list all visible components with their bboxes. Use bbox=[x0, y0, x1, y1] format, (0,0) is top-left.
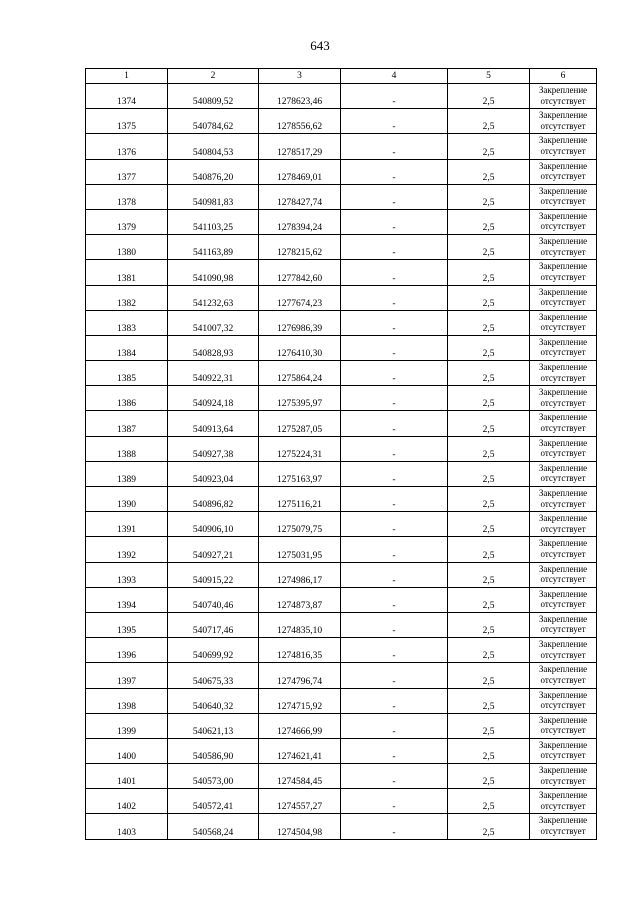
table-row bbox=[86, 436, 597, 461]
table-row bbox=[86, 184, 597, 209]
column-5-cell: 2,5 bbox=[448, 411, 530, 436]
column-4-cell: - bbox=[341, 310, 448, 335]
table-row bbox=[86, 285, 597, 310]
column-4-cell: - bbox=[341, 587, 448, 612]
y-coordinate-cell: 1277842,60 bbox=[259, 260, 341, 285]
x-coordinate-cell: 540699,92 bbox=[168, 638, 259, 663]
column-4-cell: - bbox=[341, 285, 448, 310]
x-coordinate-cell: 540981,83 bbox=[168, 184, 259, 209]
x-coordinate-cell: 540804,53 bbox=[168, 134, 259, 159]
column-5-cell: 2,5 bbox=[448, 814, 530, 839]
column-4-cell: - bbox=[341, 436, 448, 461]
x-coordinate-cell: 540924,18 bbox=[168, 386, 259, 411]
fixing-status-cell: Закрепление отсутствует bbox=[530, 688, 597, 713]
column-5-cell: 2,5 bbox=[448, 159, 530, 184]
table-row bbox=[86, 612, 597, 637]
column-header-5: 5 bbox=[448, 69, 530, 84]
fixing-status-cell: Закрепление отсутствует bbox=[530, 335, 597, 360]
column-4-cell: - bbox=[341, 235, 448, 260]
x-coordinate-cell: 541090,98 bbox=[168, 260, 259, 285]
column-4-cell: - bbox=[341, 134, 448, 159]
x-coordinate-cell: 540640,32 bbox=[168, 688, 259, 713]
column-header-3: 3 bbox=[259, 69, 341, 84]
point-number-cell: 1388 bbox=[86, 436, 168, 461]
column-4-cell: - bbox=[341, 512, 448, 537]
fixing-status-cell: Закрепление отсутствует bbox=[530, 159, 597, 184]
fixing-status-cell: Закрепление отсутствует bbox=[530, 386, 597, 411]
point-number-cell: 1393 bbox=[86, 562, 168, 587]
column-header-4: 4 bbox=[341, 69, 448, 84]
y-coordinate-cell: 1274835,10 bbox=[259, 612, 341, 637]
column-4-cell: - bbox=[341, 260, 448, 285]
x-coordinate-cell: 541007,32 bbox=[168, 310, 259, 335]
table-row bbox=[86, 688, 597, 713]
column-4-cell: - bbox=[341, 335, 448, 360]
table-row bbox=[86, 310, 597, 335]
x-coordinate-cell: 540572,41 bbox=[168, 789, 259, 814]
x-coordinate-cell: 540915,22 bbox=[168, 562, 259, 587]
column-5-cell: 2,5 bbox=[448, 738, 530, 763]
table-row bbox=[86, 260, 597, 285]
table-row bbox=[86, 386, 597, 411]
column-5-cell: 2,5 bbox=[448, 260, 530, 285]
fixing-status-cell: Закрепление отсутствует bbox=[530, 411, 597, 436]
column-5-cell: 2,5 bbox=[448, 335, 530, 360]
y-coordinate-cell: 1278394,24 bbox=[259, 209, 341, 234]
x-coordinate-cell: 540740,46 bbox=[168, 587, 259, 612]
table-row bbox=[86, 663, 597, 688]
x-coordinate-cell: 541163,89 bbox=[168, 235, 259, 260]
fixing-status-cell: Закрепление отсутствует bbox=[530, 764, 597, 789]
y-coordinate-cell: 1275079,75 bbox=[259, 512, 341, 537]
x-coordinate-cell: 540923,04 bbox=[168, 461, 259, 486]
y-coordinate-cell: 1274796,74 bbox=[259, 663, 341, 688]
fixing-status-cell: Закрепление отсутствует bbox=[530, 84, 597, 109]
fixing-status-cell: Закрепление отсутствует bbox=[530, 512, 597, 537]
point-number-cell: 1402 bbox=[86, 789, 168, 814]
fixing-status-cell: Закрепление отсутствует bbox=[530, 461, 597, 486]
column-4-cell: - bbox=[341, 663, 448, 688]
fixing-status-cell: Закрепление отсутствует bbox=[530, 134, 597, 159]
point-number-cell: 1374 bbox=[86, 84, 168, 109]
y-coordinate-cell: 1278623,46 bbox=[259, 84, 341, 109]
fixing-status-cell: Закрепление отсутствует bbox=[530, 814, 597, 839]
column-4-cell: - bbox=[341, 562, 448, 587]
table-row bbox=[86, 411, 597, 436]
fixing-status-cell: Закрепление отсутствует bbox=[530, 789, 597, 814]
fixing-status-cell: Закрепление отсутствует bbox=[530, 738, 597, 763]
y-coordinate-cell: 1274816,35 bbox=[259, 638, 341, 663]
fixing-status-cell: Закрепление отсутствует bbox=[530, 713, 597, 738]
table-row bbox=[86, 764, 597, 789]
fixing-status-cell: Закрепление отсутствует bbox=[530, 612, 597, 637]
column-5-cell: 2,5 bbox=[448, 537, 530, 562]
table-row bbox=[86, 738, 597, 763]
point-number-cell: 1391 bbox=[86, 512, 168, 537]
fixing-status-cell: Закрепление отсутствует bbox=[530, 184, 597, 209]
x-coordinate-cell: 540828,93 bbox=[168, 335, 259, 360]
table-row bbox=[86, 461, 597, 486]
column-4-cell: - bbox=[341, 612, 448, 637]
fixing-status-cell: Закрепление отсутствует bbox=[530, 638, 597, 663]
fixing-status-cell: Закрепление отсутствует bbox=[530, 436, 597, 461]
x-coordinate-cell: 540621,13 bbox=[168, 713, 259, 738]
x-coordinate-cell: 540896,82 bbox=[168, 487, 259, 512]
column-5-cell: 2,5 bbox=[448, 184, 530, 209]
column-4-cell: - bbox=[341, 84, 448, 109]
column-4-cell: - bbox=[341, 688, 448, 713]
column-4-cell: - bbox=[341, 361, 448, 386]
coordinates-table bbox=[85, 68, 597, 840]
y-coordinate-cell: 1274666,99 bbox=[259, 713, 341, 738]
x-coordinate-cell: 540586,90 bbox=[168, 738, 259, 763]
table-row bbox=[86, 361, 597, 386]
table-row bbox=[86, 537, 597, 562]
column-4-cell: - bbox=[341, 159, 448, 184]
point-number-cell: 1397 bbox=[86, 663, 168, 688]
fixing-status-cell: Закрепление отсутствует bbox=[530, 663, 597, 688]
table-row bbox=[86, 209, 597, 234]
table-row bbox=[86, 109, 597, 134]
point-number-cell: 1383 bbox=[86, 310, 168, 335]
y-coordinate-cell: 1275116,21 bbox=[259, 487, 341, 512]
y-coordinate-cell: 1278469,01 bbox=[259, 159, 341, 184]
table-row bbox=[86, 335, 597, 360]
column-5-cell: 2,5 bbox=[448, 209, 530, 234]
column-5-cell: 2,5 bbox=[448, 638, 530, 663]
column-5-cell: 2,5 bbox=[448, 134, 530, 159]
table-row bbox=[86, 789, 597, 814]
y-coordinate-cell: 1275031,95 bbox=[259, 537, 341, 562]
fixing-status-cell: Закрепление отсутствует bbox=[530, 587, 597, 612]
column-5-cell: 2,5 bbox=[448, 713, 530, 738]
point-number-cell: 1396 bbox=[86, 638, 168, 663]
y-coordinate-cell: 1276986,39 bbox=[259, 310, 341, 335]
point-number-cell: 1403 bbox=[86, 814, 168, 839]
x-coordinate-cell: 541103,25 bbox=[168, 209, 259, 234]
fixing-status-cell: Закрепление отсутствует bbox=[530, 109, 597, 134]
column-4-cell: - bbox=[341, 814, 448, 839]
column-4-cell: - bbox=[341, 461, 448, 486]
y-coordinate-cell: 1274504,98 bbox=[259, 814, 341, 839]
y-coordinate-cell: 1274557,27 bbox=[259, 789, 341, 814]
point-number-cell: 1389 bbox=[86, 461, 168, 486]
x-coordinate-cell: 540906,10 bbox=[168, 512, 259, 537]
x-coordinate-cell: 541232,63 bbox=[168, 285, 259, 310]
point-number-cell: 1375 bbox=[86, 109, 168, 134]
x-coordinate-cell: 540717,46 bbox=[168, 612, 259, 637]
table-row bbox=[86, 512, 597, 537]
point-number-cell: 1390 bbox=[86, 487, 168, 512]
table-row bbox=[86, 235, 597, 260]
column-4-cell: - bbox=[341, 537, 448, 562]
page-number: 643 bbox=[310, 38, 330, 53]
column-4-cell: - bbox=[341, 789, 448, 814]
x-coordinate-cell: 540922,31 bbox=[168, 361, 259, 386]
y-coordinate-cell: 1278556,62 bbox=[259, 109, 341, 134]
point-number-cell: 1401 bbox=[86, 764, 168, 789]
column-5-cell: 2,5 bbox=[448, 109, 530, 134]
point-number-cell: 1400 bbox=[86, 738, 168, 763]
column-5-cell: 2,5 bbox=[448, 587, 530, 612]
table-body bbox=[86, 84, 597, 840]
y-coordinate-cell: 1274873,87 bbox=[259, 587, 341, 612]
y-coordinate-cell: 1278215,62 bbox=[259, 235, 341, 260]
column-5-cell: 2,5 bbox=[448, 235, 530, 260]
point-number-cell: 1386 bbox=[86, 386, 168, 411]
y-coordinate-cell: 1274621,41 bbox=[259, 738, 341, 763]
column-4-cell: - bbox=[341, 738, 448, 763]
x-coordinate-cell: 540927,21 bbox=[168, 537, 259, 562]
table-row bbox=[86, 562, 597, 587]
point-number-cell: 1381 bbox=[86, 260, 168, 285]
column-5-cell: 2,5 bbox=[448, 663, 530, 688]
y-coordinate-cell: 1275395,97 bbox=[259, 386, 341, 411]
y-coordinate-cell: 1276410,30 bbox=[259, 335, 341, 360]
column-4-cell: - bbox=[341, 209, 448, 234]
fixing-status-cell: Закрепление отсутствует bbox=[530, 361, 597, 386]
column-5-cell: 2,5 bbox=[448, 386, 530, 411]
point-number-cell: 1392 bbox=[86, 537, 168, 562]
x-coordinate-cell: 540568,24 bbox=[168, 814, 259, 839]
column-5-cell: 2,5 bbox=[448, 285, 530, 310]
y-coordinate-cell: 1275163,97 bbox=[259, 461, 341, 486]
fixing-status-cell: Закрепление отсутствует bbox=[530, 310, 597, 335]
column-5-cell: 2,5 bbox=[448, 361, 530, 386]
column-4-cell: - bbox=[341, 386, 448, 411]
table-row bbox=[86, 134, 597, 159]
column-4-cell: - bbox=[341, 487, 448, 512]
y-coordinate-cell: 1278517,29 bbox=[259, 134, 341, 159]
point-number-cell: 1398 bbox=[86, 688, 168, 713]
table-row bbox=[86, 84, 597, 109]
y-coordinate-cell: 1278427,74 bbox=[259, 184, 341, 209]
fixing-status-cell: Закрепление отсутствует bbox=[530, 285, 597, 310]
y-coordinate-cell: 1274584,45 bbox=[259, 764, 341, 789]
point-number-cell: 1377 bbox=[86, 159, 168, 184]
point-number-cell: 1382 bbox=[86, 285, 168, 310]
x-coordinate-cell: 540876,20 bbox=[168, 159, 259, 184]
fixing-status-cell: Закрепление отсутствует bbox=[530, 260, 597, 285]
y-coordinate-cell: 1275224,31 bbox=[259, 436, 341, 461]
y-coordinate-cell: 1277674,23 bbox=[259, 285, 341, 310]
point-number-cell: 1379 bbox=[86, 209, 168, 234]
y-coordinate-cell: 1274986,17 bbox=[259, 562, 341, 587]
point-number-cell: 1378 bbox=[86, 184, 168, 209]
column-5-cell: 2,5 bbox=[448, 764, 530, 789]
column-4-cell: - bbox=[341, 184, 448, 209]
point-number-cell: 1387 bbox=[86, 411, 168, 436]
column-4-cell: - bbox=[341, 713, 448, 738]
column-5-cell: 2,5 bbox=[448, 310, 530, 335]
column-4-cell: - bbox=[341, 764, 448, 789]
point-number-cell: 1385 bbox=[86, 361, 168, 386]
x-coordinate-cell: 540573,00 bbox=[168, 764, 259, 789]
table-row bbox=[86, 487, 597, 512]
x-coordinate-cell: 540784,62 bbox=[168, 109, 259, 134]
fixing-status-cell: Закрепление отсутствует bbox=[530, 562, 597, 587]
point-number-cell: 1395 bbox=[86, 612, 168, 637]
y-coordinate-cell: 1274715,92 bbox=[259, 688, 341, 713]
column-5-cell: 2,5 bbox=[448, 461, 530, 486]
table-header-row bbox=[86, 69, 597, 84]
table-row bbox=[86, 814, 597, 839]
x-coordinate-cell: 540913,64 bbox=[168, 411, 259, 436]
y-coordinate-cell: 1275287,05 bbox=[259, 411, 341, 436]
y-coordinate-cell: 1275864,24 bbox=[259, 361, 341, 386]
column-4-cell: - bbox=[341, 638, 448, 663]
column-5-cell: 2,5 bbox=[448, 487, 530, 512]
column-5-cell: 2,5 bbox=[448, 512, 530, 537]
x-coordinate-cell: 540927,38 bbox=[168, 436, 259, 461]
column-5-cell: 2,5 bbox=[448, 562, 530, 587]
point-number-cell: 1384 bbox=[86, 335, 168, 360]
x-coordinate-cell: 540675,33 bbox=[168, 663, 259, 688]
fixing-status-cell: Закрепление отсутствует bbox=[530, 537, 597, 562]
column-header-2: 2 bbox=[168, 69, 259, 84]
column-header-1: 1 bbox=[86, 69, 168, 84]
fixing-status-cell: Закрепление отсутствует bbox=[530, 235, 597, 260]
column-header-6: 6 bbox=[530, 69, 597, 84]
column-4-cell: - bbox=[341, 109, 448, 134]
column-5-cell: 2,5 bbox=[448, 612, 530, 637]
column-4-cell: - bbox=[341, 411, 448, 436]
fixing-status-cell: Закрепление отсутствует bbox=[530, 209, 597, 234]
table-row bbox=[86, 638, 597, 663]
point-number-cell: 1376 bbox=[86, 134, 168, 159]
column-5-cell: 2,5 bbox=[448, 84, 530, 109]
point-number-cell: 1380 bbox=[86, 235, 168, 260]
x-coordinate-cell: 540809,52 bbox=[168, 84, 259, 109]
column-5-cell: 2,5 bbox=[448, 789, 530, 814]
table-row bbox=[86, 587, 597, 612]
point-number-cell: 1394 bbox=[86, 587, 168, 612]
table-row bbox=[86, 713, 597, 738]
fixing-status-cell: Закрепление отсутствует bbox=[530, 487, 597, 512]
point-number-cell: 1399 bbox=[86, 713, 168, 738]
table-row bbox=[86, 159, 597, 184]
column-5-cell: 2,5 bbox=[448, 688, 530, 713]
column-5-cell: 2,5 bbox=[448, 436, 530, 461]
